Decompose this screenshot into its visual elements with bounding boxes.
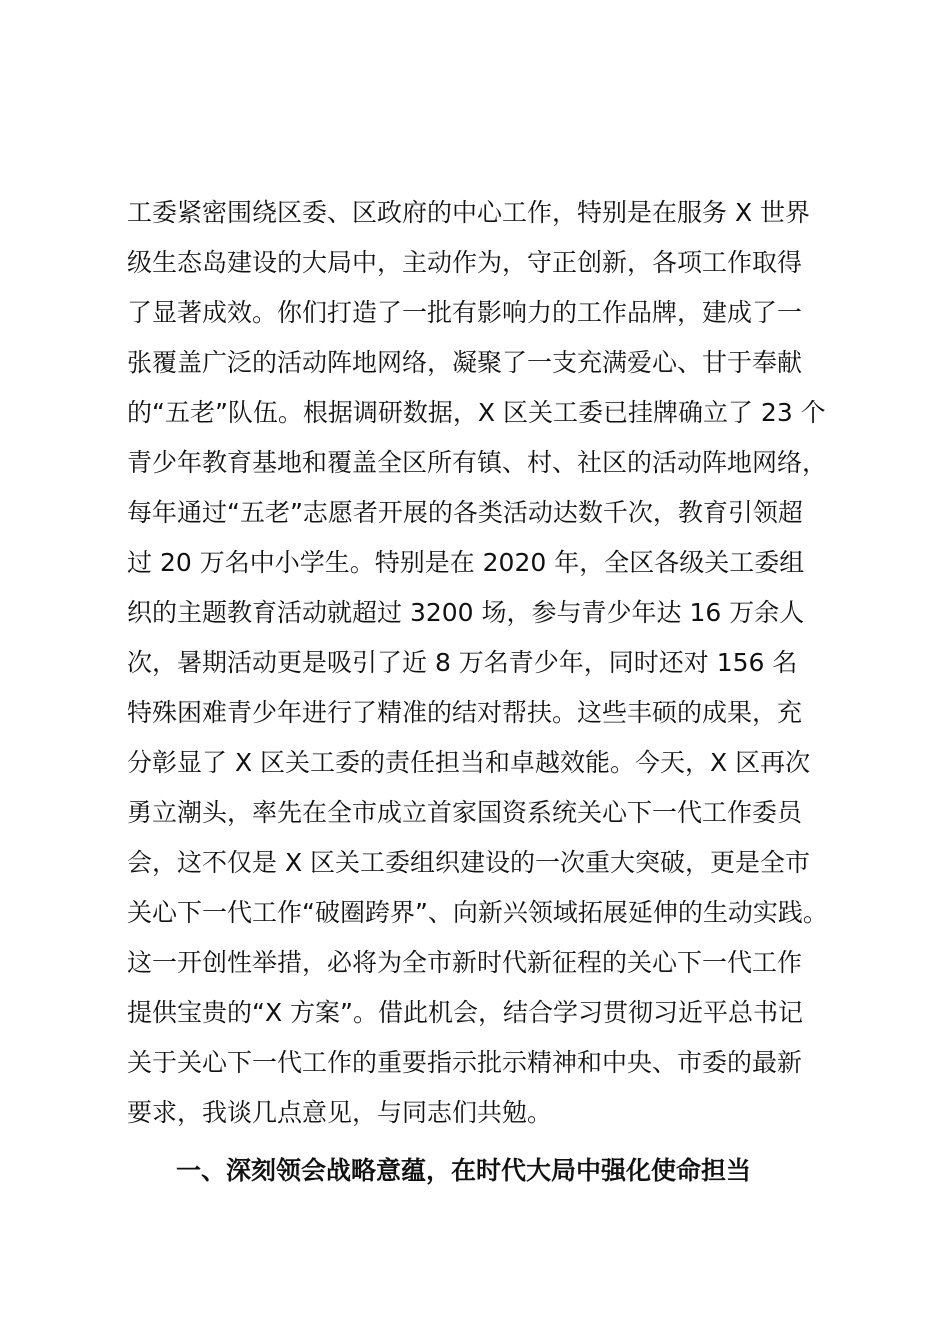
paragraph-line: 次，暑期活动更是吸引了近 8 万名青少年，同时还对 156 名	[127, 648, 798, 677]
paragraph-line: 提供宝贵的“X 方案”。借此机会，结合学习贯彻习近平总书记	[127, 998, 803, 1027]
paragraph-line: 特殊困难青少年进行了精准的结对帮扶。这些丰硕的成果，充	[127, 698, 803, 727]
paragraph-line: 青少年教育基地和覆盖全区所有镇、村、社区的活动阵地网络，	[127, 448, 828, 477]
paragraph-line: 要求，我谈几点意见，与同志们共勉。	[127, 1098, 553, 1127]
paragraph-line: 勇立潮头，率先在全市成立首家国资系统关心下一代工作委员	[127, 798, 803, 827]
paragraph-line: 织的主题教育活动就超过 3200 场，参与青少年达 16 万余人	[127, 598, 805, 627]
paragraph-line: 张覆盖广泛的活动阵地网络，凝聚了一支充满爱心、甘于奉献	[127, 348, 803, 377]
paragraph-line: 级生态岛建设的大局中，主动作为，守正创新，各项工作取得	[127, 248, 803, 277]
paragraph-line: 的“五老”队伍。根据调研数据，X 区关工委已挂牌确立了 23 个	[127, 398, 826, 427]
section-heading: 一、深刻领会战略意蕴，在时代大局中强化使命担当	[176, 1156, 752, 1185]
paragraph-line: 会，这不仅是 X 区关工委组织建设的一次重大突破，更是全市	[127, 848, 811, 877]
paragraph-line: 关心下一代工作“破圈跨界”、向新兴领域拓展延伸的生动实践。	[127, 898, 828, 927]
paragraph-line: 每年通过“五老”志愿者开展的各类活动达数千次，教育引领超	[127, 498, 803, 527]
paragraph-line: 这一开创性举措，必将为全市新时代新征程的关心下一代工作	[127, 948, 803, 977]
paragraph-line: 了显著成效。你们打造了一批有影响力的工作品牌，建成了一	[127, 298, 803, 327]
paragraph-line: 分彰显了 X 区关工委的责任担当和卓越效能。今天，X 区再次	[127, 748, 811, 777]
paragraph-line: 过 20 万名中小学生。特别是在 2020 年，全区各级关工委组	[127, 548, 805, 577]
paragraph-line: 关于关心下一代工作的重要指示批示精神和中央、市委的最新	[127, 1048, 803, 1077]
paragraph-line: 工委紧密围绕区委、区政府的中心工作，特别是在服务 X 世界	[127, 198, 811, 227]
